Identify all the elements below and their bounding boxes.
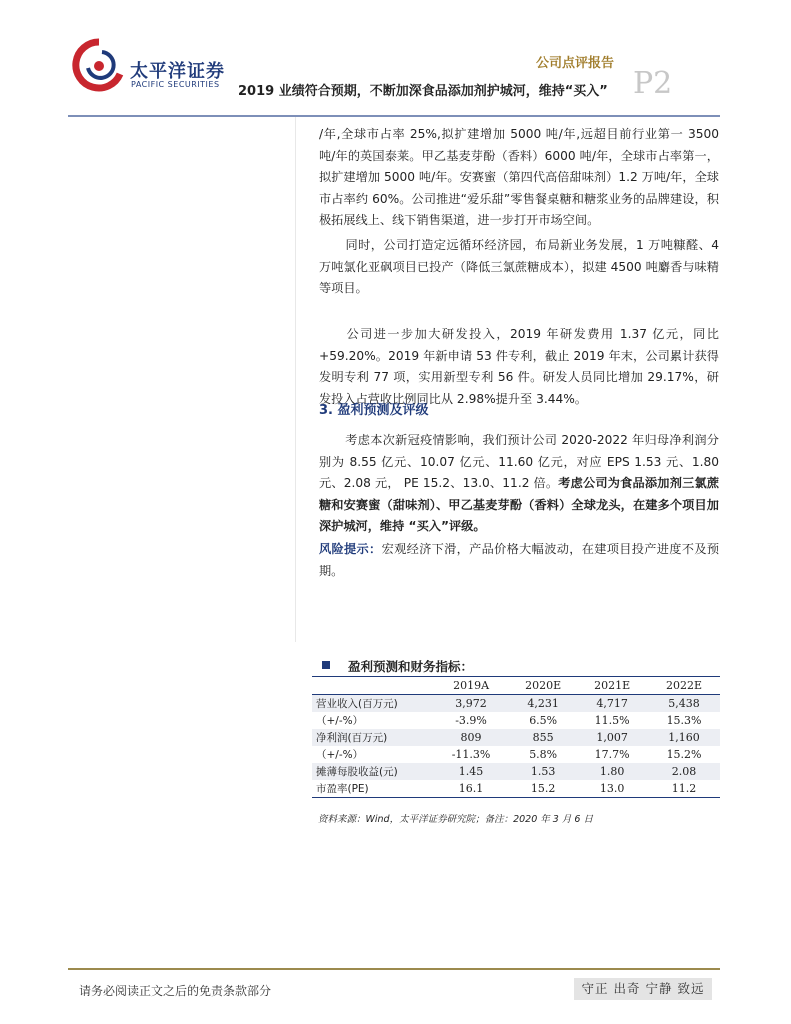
table-cell: -11.3%: [451, 748, 491, 761]
table-cell: 1,007: [576, 729, 648, 746]
table-cell: 15.2: [510, 780, 576, 798]
table-row: [312, 746, 720, 763]
report-type-label: 公司点评报告: [536, 56, 615, 71]
table-row: [312, 712, 720, 729]
paragraph-rnd: [319, 324, 719, 410]
table-row: [312, 763, 720, 780]
table-cell: 15.2%: [666, 748, 702, 761]
table-header-row: [312, 677, 720, 695]
logo-text-en: PACIFIC SECURITIES: [131, 80, 220, 89]
table-cell: 1.80: [576, 763, 648, 780]
table-cell: 5.8%: [529, 748, 558, 761]
table-cell: 17.7%: [594, 748, 630, 761]
table-cell: 16.1: [432, 780, 510, 798]
table-cell: 1.53: [510, 763, 576, 780]
table-cell: 4,717: [576, 695, 648, 713]
paragraph-risk: [319, 539, 719, 582]
risk-label: 风险提示：: [319, 542, 382, 556]
table-row: [312, 729, 720, 746]
footer-motto: 守正 出奇 宁静 致远: [574, 978, 712, 1000]
table-cell: 4,231: [510, 695, 576, 713]
table-cell: 11.5%: [594, 714, 630, 727]
paragraph-circular-park-text: 同时，公司打造定远循环经济园，布局新业务发展，1 万吨糠醛、4 万吨氯化亚砜项目已投产（降低三氯蔗糖成本），拟建 4500 吨麝香与味精等项目。: [319, 238, 719, 295]
risk-text: 宏观经济下滑，产品价格大幅波动，在建项目投产进度不及预期。: [319, 542, 720, 578]
table-cell: 855: [510, 729, 576, 746]
company-logo-icon: [72, 38, 126, 92]
table-row-label: 营业收入(百万元): [312, 695, 432, 713]
table-header-cell: [312, 677, 432, 695]
table-source-note: 资料来源：Wind，太平洋证券研究院；备注：2020 年 3 月 6 日: [318, 814, 593, 825]
table-header-cell: 2021E: [576, 677, 648, 695]
table-row-label: （+/-%）: [316, 749, 364, 761]
section-heading-forecast: 3. 盈利预测及评级: [319, 403, 429, 418]
paragraph-forecast-bold: 考虑公司为食品添加剂三氯蔗糖和安赛蜜（甜味剂）、甲乙基麦芽酚（香料）全球龙头，在建多个项目加深护城河，维持 “买入”评级。: [319, 476, 720, 533]
paragraph-circular-park: [319, 235, 719, 300]
column-divider: [295, 117, 296, 642]
table-title: 盈利预测和财务指标：: [348, 659, 474, 674]
table-cell: 11.2: [648, 780, 720, 798]
table-cell: 2.08: [648, 763, 720, 780]
footer-disclaimer: 请务必阅读正文之后的免责条款部分: [79, 984, 272, 998]
table-row-label: 市盈率(PE): [312, 780, 432, 798]
report-title: 2019 业绩符合预期，不断加深食品添加剂护城河，维持“买入”: [238, 84, 608, 99]
table-cell: 809: [432, 729, 510, 746]
table-row-label: （+/-%）: [316, 715, 364, 727]
paragraph-forecast: [319, 430, 719, 538]
page-number: P2: [633, 66, 673, 101]
table-row-label: 摊薄每股收益(元): [312, 763, 432, 780]
table-title-square-icon: [322, 661, 330, 669]
table-cell: -3.9%: [455, 714, 487, 727]
table-row-label: 净利润(百万元): [312, 729, 432, 746]
footer-divider: [68, 968, 720, 970]
table-row: [312, 695, 720, 713]
financial-table: [312, 676, 720, 798]
table-cell: 1,160: [648, 729, 720, 746]
paragraph-products-text: /年,全球市占率 25%,拟扩建增加 5000 吨/年,远超目前行业第一 3500 吨/年的英国泰莱。甲乙基麦芽酚（香料）6000 吨/年，全球市占率第一，拟扩建增加 5000 吨/年。安赛蜜（第四代高倍甜味剂）1.2 万吨/年，全球市占率约 60%。公司推进“爱乐甜”零售餐桌糖和糖浆业务的品牌建设，积极拓展线上、线下销售渠道，进一步打开市场空间。: [319, 127, 719, 227]
table-cell: 1.45: [432, 763, 510, 780]
table-cell: 5,438: [648, 695, 720, 713]
table-row: [312, 780, 720, 798]
table-cell: 13.0: [576, 780, 648, 798]
paragraph-forecast-text: 考虑本次新冠疫情影响，我们预计公司 2020-2022 年归母净利润分别为 8.55 亿元、10.07 亿元、11.60 亿元，对应 EPS 1.53 元、1.80 元、2.08 元， PE 15.2、13.0、11.2 倍。: [319, 433, 719, 490]
table-header-cell: 2020E: [510, 677, 576, 695]
table-cell: 6.5%: [529, 714, 558, 727]
paragraph-rnd-text: 公司进一步加大研发投入，2019 年研发费用 1.37 亿元，同比 +59.20%。2019 年新申请 53 件专利，截止 2019 年末，公司累计获得发明专利 77 项，实用新型专利 56 件。研发人员同比增加 29.17%，研发投入占营收比例同比从 2.98%提升至 3.44%。: [319, 327, 719, 406]
table-cell: 3,972: [432, 695, 510, 713]
table-cell: 15.3%: [666, 714, 702, 727]
table-header-cell: 2022E: [648, 677, 720, 695]
header-divider: [68, 115, 720, 117]
table-header-cell: 2019A: [432, 677, 510, 695]
logo-text-cn: 太平洋证券: [130, 61, 225, 82]
paragraph-products: [319, 124, 719, 232]
